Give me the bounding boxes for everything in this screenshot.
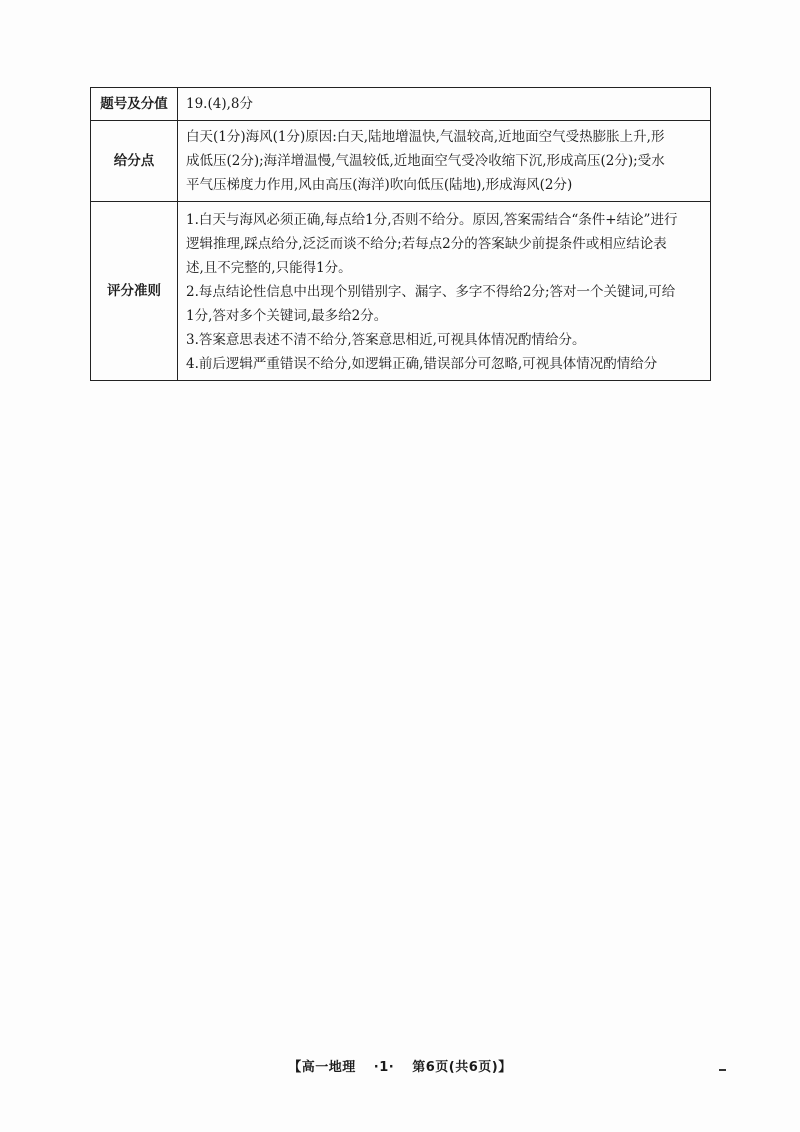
grading-table	[90, 87, 711, 381]
criteria-line: 1分,答对多个关键词,最多给2分。	[186, 308, 388, 324]
criteria-line: 4.前后逻辑严重错误不给分,如逻辑正确,错误部分可忽略,可视具体情况酌情给分	[186, 356, 658, 372]
criteria-line: 逻辑推理,踩点给分,泛泛而谈不给分;若每点2分的答案缺少前提条件或相应结论表	[186, 236, 667, 252]
scoring-points-line: 成低压(2分);海洋增温慢,气温较低,近地面空气受冷收缩下沉,形成高压(2分);受水	[186, 153, 665, 169]
scoring-points-line: 平气压梯度力作用,风由高压(海洋)吹向低压(陆地),形成海风(2分)	[186, 177, 573, 193]
criteria-line: 2.每点结论性信息中出现个别错别字、漏字、多字不得给2分;答对一个关键词,可给	[186, 284, 676, 300]
criteria-line: 3.答案意思表述不清不给分,答案意思相近,可视具体情况酌情给分。	[186, 332, 586, 348]
scoring-criteria-content	[178, 202, 711, 381]
table-row-points	[91, 121, 711, 202]
footer-code: ·1·	[373, 1060, 395, 1075]
question-score-value: 19.(4),8分	[178, 88, 711, 121]
table-row-criteria	[91, 202, 711, 381]
footer-page-number: 第6页(共6页)】	[412, 1060, 512, 1075]
question-score-label: 题号及分值	[91, 88, 178, 121]
scoring-criteria-label: 评分准则	[91, 202, 178, 381]
corner-mark	[719, 1069, 726, 1071]
footer-subject: 【高一地理	[288, 1060, 356, 1075]
scoring-points-content	[178, 121, 711, 202]
table-row-question	[91, 88, 711, 121]
scoring-points-line: 白天(1分)海风(1分)原因:白天,陆地增温快,气温较高,近地面空气受热膨胀上升,形	[186, 129, 665, 145]
criteria-line: 述,且不完整的,只能得1分。	[186, 260, 352, 276]
page-footer	[0, 1056, 800, 1075]
scoring-points-label: 给分点	[91, 121, 178, 202]
criteria-line: 1.白天与海风必须正确,每点给1分,否则不给分。原因,答案需结合“条件+结论”进行	[186, 212, 678, 228]
